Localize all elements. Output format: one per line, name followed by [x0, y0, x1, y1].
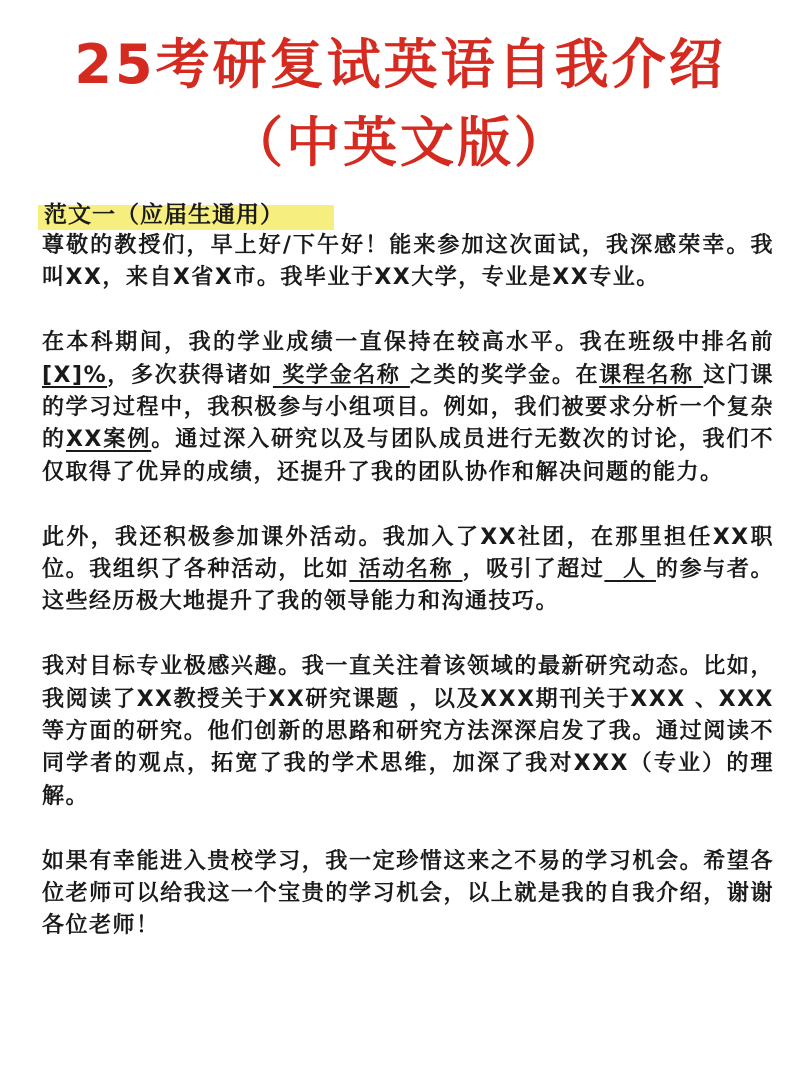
participants-blank: 人 — [604, 557, 656, 583]
case-blank: XX案例 — [65, 427, 152, 453]
paragraph-research-interest: 我对目标专业极感兴趣。我一直关注着该领域的最新研究动态。比如，我阅读了XX教授关于XX研究课题 ，以及XXX期刊关于XXX 、XXX等方面的研究。他们创新的思路和研究方法深深启发了我。通过阅读不同学者的观点，拓宽了我的学术思维，加深了我对XXX（专业）的理解。 — [42, 654, 774, 809]
course-blank: 课程名称 — [599, 362, 704, 388]
text-run: 的参与者。这些经历极大地提升了我的领导能力和沟通技巧。 — [42, 557, 774, 615]
paragraph-academics — [42, 327, 774, 489]
activity-blank: 活动名称 — [349, 557, 463, 583]
text-run: 在本科期间，我的学业成绩一直保持在较高水平。我在班级中排名前 — [42, 330, 774, 356]
page-title: 25考研复试英语自我介绍 — [74, 33, 726, 96]
paragraph-greeting: 尊敬的教授们，早上好/下午好！能来参加这次面试，我深感荣幸。我叫XX，来自X省X市。我毕业于XX大学，专业是XX专业。 — [42, 233, 774, 291]
text-run: 此外，我还积极参加课外活动。我加入了XX社团，在那里担任XX职位。我组织了各种活动，比如 — [42, 524, 774, 583]
text-run: 。通过深入研究以及与团队成员进行无数次的讨论，我们不仅取得了优异的成绩，还提升了我的团队协作和解决问题的能力。 — [42, 427, 774, 485]
section-label: 范文一（应届生通用） — [38, 197, 334, 233]
text-run: 这门课的学习过程中，我积极参与小组项目。例如，我们被要求分析一个复杂的 — [42, 362, 774, 453]
text-run: ，多次获得诸如 — [107, 362, 273, 388]
rank-blank: [X]% — [42, 362, 108, 388]
article-body — [42, 230, 774, 975]
text-run: ，吸引了超过 — [462, 557, 605, 583]
paragraph-closing: 如果有幸能进入贵校学习，我一定珍惜这来之不易的学习机会。希望各位老师可以给我这一个宝贵的学习机会，以上就是我的自我介绍，谢谢各位老师！ — [42, 848, 774, 939]
text-run: 之类的奖学金。在 — [409, 362, 600, 388]
paragraph-activities — [42, 522, 774, 619]
scholarship-blank: 奖学金名称 — [272, 362, 410, 388]
page-subtitle: （中英文版） — [229, 111, 571, 174]
